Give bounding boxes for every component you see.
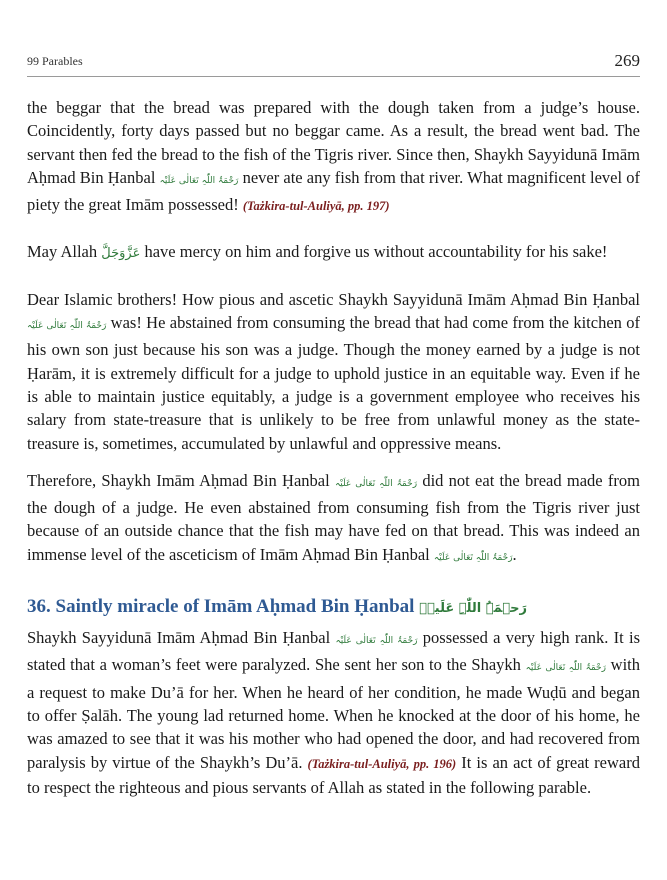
running-head: 99 Parables xyxy=(27,54,83,68)
page-number: 269 xyxy=(614,51,640,70)
paragraph-5 xyxy=(27,626,640,799)
paragraph-2 xyxy=(27,240,640,265)
honorific-rahmat: رَحْمَۃُ اللّٰہِ تَعَالٰی عَلَیْہ xyxy=(335,636,418,647)
page-body xyxy=(27,96,640,799)
text-run: Therefore, Shaykh Imām Aḥmad Bin Ḥanbal xyxy=(27,470,335,490)
text-run: . xyxy=(512,544,517,564)
honorific-rahmat: رَحْمَۃُ اللّٰہِ تَعَالٰی عَلَیْہ xyxy=(159,175,239,186)
text-run: with a request to make Du’ā for her. When he heard of her condition, he made Wuḍū and began to offer Ṣalāh. The young lad returned home. When he knocked at the door of his home, he was amazed to see that it was his mother who had opened the door, and had recovered from paralysis by virtue of the Shaykh’s Du’ā. xyxy=(27,655,640,772)
text-run: Shaykh Sayyidunā Imām Aḥmad Bin Ḥanbal xyxy=(27,628,336,648)
text-run: May Allah xyxy=(27,242,102,262)
text-run: have mercy on him and forgive us without accountability for his sake! xyxy=(140,242,608,262)
text-run: possessed a very high rank. It is stated that a woman’s feet were paralyzed. She sent her son to the Shaykh xyxy=(27,628,641,675)
text-run: the beggar that the bread was prepared with the dough taken from a judge’s house. Coincidently, forty days passed but no beggar came. As a result, the bread went bad. The servant then fed the bread to the fish of the Tigris river. Since then, Shaykh Sayyidunā Imām Aḥmad Bin Ḥanbal xyxy=(27,98,640,187)
citation: (Tażkira-tul-Auliyā, pp. 197) xyxy=(242,199,390,214)
heading-text: 36. Saintly miracle of Imām Aḥmad Bin Ḥanbal xyxy=(27,596,420,618)
section-heading xyxy=(27,593,640,623)
honorific-rahmat: رَحْمَۃُ اللّٰہِ تَعَالٰی عَلَیْہ xyxy=(334,478,418,489)
paragraph-4 xyxy=(27,469,640,570)
text-run: Dear Islamic brothers! How pious and ascetic Shaykh Sayyidunā Imām Aḥmad Bin Ḥanbal xyxy=(27,289,640,309)
text-run: never ate any fish from that river. What magnificent level of piety the great Imām possessed! xyxy=(27,167,641,215)
citation: (Tażkira-tul-Auliyā, pp. 196) xyxy=(307,756,457,771)
text-run: It is an act of great reward to respect the righteous and pious servants of Allah as stated in the following parable. xyxy=(27,752,640,797)
text-run: did not eat the bread made from the dough of a judge. He even abstained from consuming fish from the Tigris river just because of an outside chance that the fish may have fed on that bread. This was indeed an immense level of the asceticism of Imām Aḥmad Bin Ḥanbal xyxy=(27,470,640,564)
honorific-rahmat: رَحْمَۃُ اللّٰہِ تَعَالٰی عَلَیْہ xyxy=(433,552,513,563)
paragraph-3 xyxy=(27,288,640,455)
honorific-azza-wajal: عَزَّوَجَلَّ xyxy=(101,246,141,262)
honorific-rahmat: رَحْمَۃُ اللّٰہِ تَعَالٰی عَلَیْہ xyxy=(525,663,606,674)
paragraph-1 xyxy=(27,96,640,218)
page-header xyxy=(27,50,640,77)
text-run: was! He abstained from consuming the bread that had come from the kitchen of his own son just because his son was a judge. Though the money earned by a judge is not Ḥarām, it is extremely difficult for a judge to uphold justice in an equitable way. Even if he is able to maintain justice equitably, a judge is a government employee who receives his salary from state-treasure that is unlikely to be free from unlawful money as the state-treasure is, sometimes, accumulated by unlawful and oppressive means. xyxy=(27,313,641,453)
honorific-rahmat: رَحْمَۃُ اللّٰہِ تَعَالٰی عَلَیْہ xyxy=(27,321,107,332)
honorific-heading: رَحۡمَۃُ اللّٰہِ عَلَیۡہ xyxy=(419,601,527,617)
